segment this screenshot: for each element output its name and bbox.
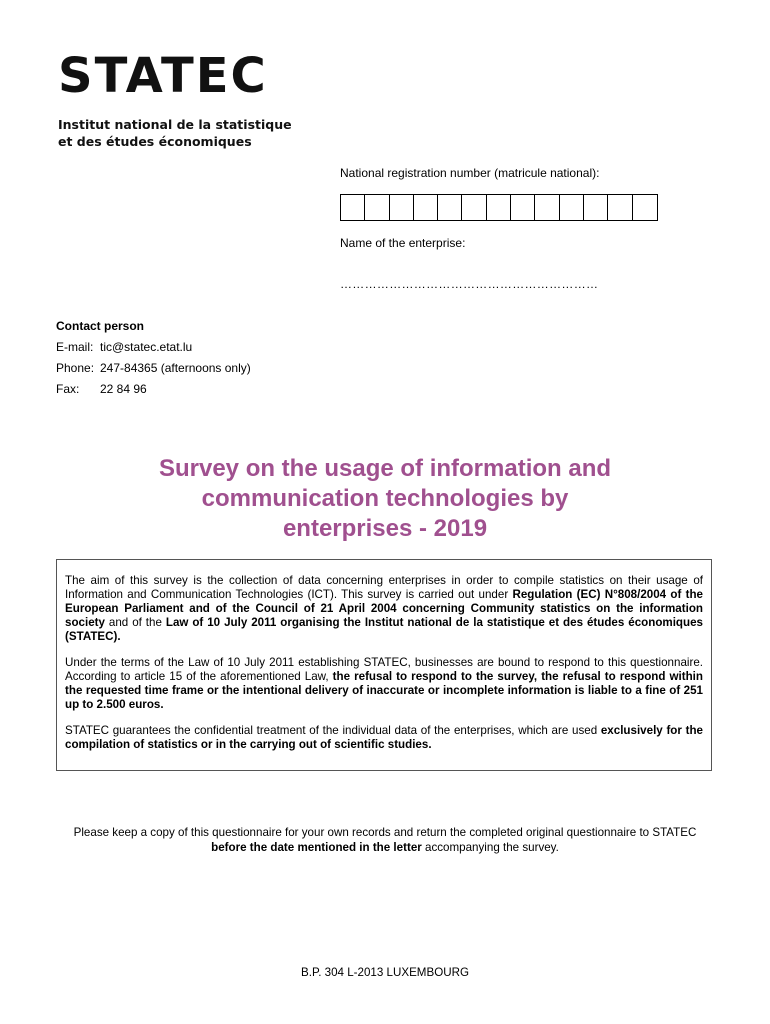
statec-logo (58, 50, 292, 150)
return-instructions (60, 825, 710, 855)
registration-digit-box[interactable] (438, 195, 462, 220)
registration-number-field[interactable] (340, 194, 658, 221)
fax-value: 22 84 96 (100, 382, 147, 396)
institute-name-line1: Institut national de la statistique (58, 117, 292, 132)
info-p1-conj: and of the (104, 616, 166, 629)
institute-name-line2: et des études économiques (58, 134, 252, 149)
registration-digit-box[interactable] (390, 195, 414, 220)
registration-digit-box[interactable] (535, 195, 559, 220)
phone-value: 247-84365 (afternoons only) (100, 361, 251, 375)
info-paragraph-obligation (65, 656, 703, 712)
registration-digit-box[interactable] (414, 195, 438, 220)
institute-name (58, 116, 292, 150)
survey-title-line3: enterprises - 2019 (282, 515, 488, 542)
return-deadline: before the date mentioned in the letter (211, 841, 422, 854)
contact-email-row (56, 340, 251, 354)
info-p1-law: Law of 10 July 2011 organising the Institut national de la statistique et des études économiques (STATEC). (65, 616, 703, 643)
survey-title (60, 454, 710, 544)
phone-label: Phone: (56, 361, 95, 375)
contact-title: Contact person (56, 319, 145, 333)
return-text-c: accompanying the survey. (421, 841, 559, 854)
email-label: E-mail: (56, 340, 94, 354)
registration-label: National registration number (matricule national): (340, 166, 600, 180)
postal-address: B.P. 304 L-2013 LUXEMBOURG (301, 966, 469, 979)
logo-wordmark: STATEC (58, 48, 268, 104)
info-p1-text: The aim of this survey is the collection of data concerning enterprises in order to compile statistics on their usage of Information and Communication Technologies (ICT). This survey is carried out under (65, 574, 703, 601)
info-p1-regulation: Regulation (EC) N°808/2004 of the European Parliament and of the Council of 21 April 2004 concerning Community statistics on the information society (65, 588, 704, 629)
info-p2-fine: the refusal to respond to the survey, the refusal to respond within the requested time frame or the intentional delivery of inaccurate or incomplete information is liable to a fine of 251 up to 2.500 euros. (65, 670, 703, 711)
registration-digit-box[interactable] (462, 195, 486, 220)
survey-title-line2: communication technologies by (201, 485, 569, 512)
enterprise-name-label: Name of the enterprise: (340, 236, 466, 250)
legal-info-box (56, 559, 712, 771)
registration-digit-box[interactable] (584, 195, 608, 220)
fax-label: Fax: (56, 382, 80, 396)
info-p3-text: STATEC guarantees the confidential treatment of the individual data of the enterprises, which are used (65, 724, 601, 737)
contact-block (56, 319, 251, 403)
registration-digit-box[interactable] (487, 195, 511, 220)
registration-digit-box[interactable] (608, 195, 632, 220)
contact-phone-row (56, 361, 251, 375)
survey-title-line1: Survey on the usage of information and (158, 455, 612, 482)
info-paragraph-aim (65, 574, 703, 644)
email-value: tic@statec.etat.lu (100, 340, 193, 354)
registration-digit-box[interactable] (560, 195, 584, 220)
registration-digit-box[interactable] (341, 195, 365, 220)
info-p2-text: Under the terms of the Law of 10 July 2011 establishing STATEC, businesses are bound to respond to this questionnaire. According to article 15 of the aforementioned Law, (65, 656, 703, 683)
return-text-a: Please keep a copy of this questionnaire for your own records and return the completed original questionnaire to STATEC (73, 826, 697, 839)
contact-fax-row (56, 382, 251, 396)
enterprise-name-field[interactable]: ……………………………………………………… (340, 277, 599, 291)
registration-digit-box[interactable] (511, 195, 535, 220)
info-p3-exclusive: exclusively for the compilation of statistics or in the carrying out of scientific studies. (65, 724, 703, 751)
info-paragraph-confidentiality (65, 724, 703, 752)
registration-digit-box[interactable] (633, 195, 657, 220)
registration-digit-box[interactable] (365, 195, 389, 220)
